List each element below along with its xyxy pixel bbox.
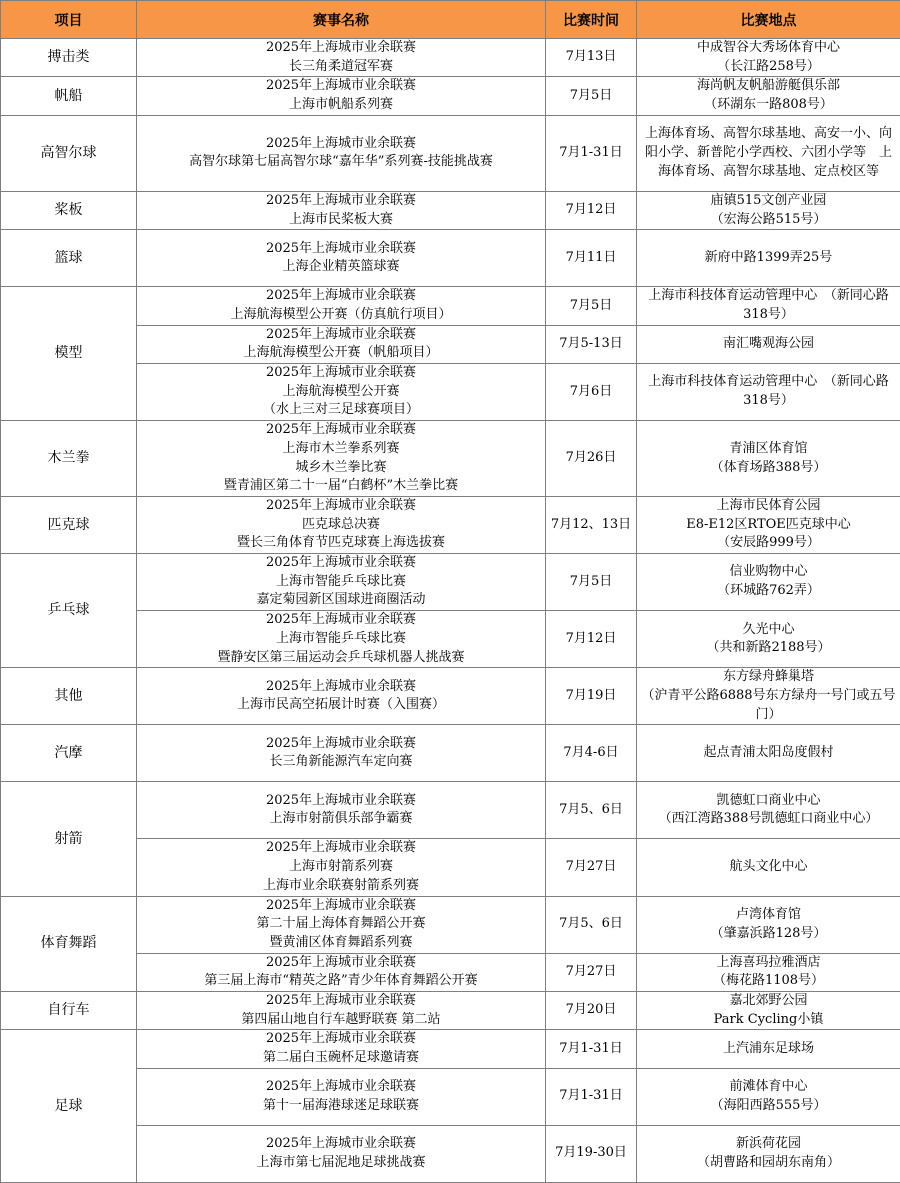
event-name-cell: 2025年上海城市业余联赛 上海市智能乒乓球比赛 暨静安区第三届运动会乒乓球机器人挑战赛 xyxy=(137,611,546,668)
event-name-cell: 2025年上海城市业余联赛 上海市射箭俱乐部争霸赛 xyxy=(137,782,546,839)
location-cell: 庙镇515文创产业园 （宏海公路515号） xyxy=(637,191,900,229)
location-cell: 上海市科技体育运动管理中心 （新同心路318号） xyxy=(637,287,900,325)
event-name-cell: 2025年上海城市业余联赛 上海航海模型公开赛（帆船项目） xyxy=(137,325,546,363)
event-name-cell: 2025年上海城市业余联赛 高智尔球第七届高智尔球“嘉年华”系列赛-技能挑战赛 xyxy=(137,115,546,191)
location-cell: 凯德虹口商业中心 （西江湾路388号凯德虹口商业中心） xyxy=(637,782,900,839)
table-row xyxy=(1,496,900,553)
time-cell: 7月19日 xyxy=(546,668,637,725)
location-cell: 新浜荷花园 （胡曹路和园胡东南角） xyxy=(637,1125,900,1182)
location-cell: 起点青浦太阳岛度假村 xyxy=(637,725,900,782)
time-cell: 7月5、6日 xyxy=(546,896,637,953)
location-cell: 新府中路1399弄25号 xyxy=(637,230,900,287)
event-name-cell: 2025年上海城市业余联赛 第三届上海市“精英之路”青少年体育舞蹈公开赛 xyxy=(137,953,546,991)
location-cell: 南汇嘴观海公园 xyxy=(637,325,900,363)
event-name-cell: 2025年上海城市业余联赛 上海航海模型公开赛 （水上三对三足球赛项目） xyxy=(137,364,546,421)
location-cell: 上海市科技体育运动管理中心 （新同心路318号） xyxy=(637,364,900,421)
time-cell: 7月12、13日 xyxy=(546,496,637,553)
location-cell: 前滩体育中心 （海阳西路555号） xyxy=(637,1068,900,1125)
time-cell: 7月20日 xyxy=(546,992,637,1030)
table-row xyxy=(1,668,900,725)
table-row xyxy=(1,1030,900,1068)
category-cell: 匹克球 xyxy=(1,496,137,553)
table-row xyxy=(1,554,900,611)
header-category: 项目 xyxy=(1,1,137,39)
time-cell: 7月19-30日 xyxy=(546,1125,637,1182)
time-cell: 7月12日 xyxy=(546,191,637,229)
table-row xyxy=(1,77,900,115)
time-cell: 7月26日 xyxy=(546,421,637,497)
location-cell: 海尚帆友帆船游艇俱乐部 （环湖东一路808号） xyxy=(637,77,900,115)
category-cell: 射箭 xyxy=(1,782,137,896)
category-cell: 帆船 xyxy=(1,77,137,115)
time-cell: 7月4-6日 xyxy=(546,725,637,782)
time-cell: 7月5-13日 xyxy=(546,325,637,363)
event-name-cell: 2025年上海城市业余联赛 第四届山地自行车越野联赛 第二站 xyxy=(137,992,546,1030)
time-cell: 7月12日 xyxy=(546,611,637,668)
time-cell: 7月1-31日 xyxy=(546,115,637,191)
category-cell: 体育舞蹈 xyxy=(1,896,137,992)
category-cell: 自行车 xyxy=(1,992,137,1030)
category-cell: 模型 xyxy=(1,287,137,421)
event-name-cell: 2025年上海城市业余联赛 第二届白玉碗杯足球邀请赛 xyxy=(137,1030,546,1068)
event-name-cell: 2025年上海城市业余联赛 上海市民高空拓展计时赛（入围赛） xyxy=(137,668,546,725)
time-cell: 7月6日 xyxy=(546,364,637,421)
header-time: 比赛时间 xyxy=(546,1,637,39)
location-cell: 东方绿舟蜂巢塔 （沪青平公路6888号东方绿舟一号门或五号门） xyxy=(637,668,900,725)
table-row xyxy=(1,992,900,1030)
time-cell: 7月5日 xyxy=(546,77,637,115)
location-cell: 航头文化中心 xyxy=(637,839,900,896)
time-cell: 7月5日 xyxy=(546,554,637,611)
event-name-cell: 2025年上海城市业余联赛 第二十届上海体育舞蹈公开赛 暨黄浦区体育舞蹈系列赛 xyxy=(137,896,546,953)
location-cell: 上海市民体育公园 E8-E12区RTOE匹克球中心 （安辰路999号） xyxy=(637,496,900,553)
header-event-name: 赛事名称 xyxy=(137,1,546,39)
table-body xyxy=(1,39,900,1183)
category-cell: 篮球 xyxy=(1,230,137,287)
category-cell: 桨板 xyxy=(1,191,137,229)
category-cell: 足球 xyxy=(1,1030,137,1182)
category-cell: 高智尔球 xyxy=(1,115,137,191)
location-cell: 卢湾体育馆 （肇嘉浜路128号） xyxy=(637,896,900,953)
location-cell: 青浦区体育馆 （体育场路388号） xyxy=(637,421,900,497)
event-name-cell: 2025年上海城市业余联赛 上海市木兰拳系列赛 城乡木兰拳比赛 暨青浦区第二十一届“白鹤杯”木兰拳比赛 xyxy=(137,421,546,497)
table-row xyxy=(1,39,900,77)
time-cell: 7月13日 xyxy=(546,39,637,77)
table-row xyxy=(1,191,900,229)
table-row xyxy=(1,421,900,497)
table-row xyxy=(1,896,900,953)
event-name-cell: 2025年上海城市业余联赛 上海企业精英篮球赛 xyxy=(137,230,546,287)
category-cell: 其他 xyxy=(1,668,137,725)
event-name-cell: 2025年上海城市业余联赛 长三角新能源汽车定向赛 xyxy=(137,725,546,782)
event-name-cell: 2025年上海城市业余联赛 上海市帆船系列赛 xyxy=(137,77,546,115)
event-name-cell: 2025年上海城市业余联赛 第十一届海港球迷足球联赛 xyxy=(137,1068,546,1125)
header-row xyxy=(1,1,900,39)
time-cell: 7月1-31日 xyxy=(546,1068,637,1125)
location-cell: 中成智谷大秀场体育中心 （长江路258号） xyxy=(637,39,900,77)
event-name-cell: 2025年上海城市业余联赛 上海市智能乒乓球比赛 嘉定菊园新区国球进商圈活动 xyxy=(137,554,546,611)
time-cell: 7月5日 xyxy=(546,287,637,325)
time-cell: 7月27日 xyxy=(546,839,637,896)
event-name-cell: 2025年上海城市业余联赛 匹克球总决赛 暨长三角体育节匹克球赛上海选拔赛 xyxy=(137,496,546,553)
location-cell: 上汽浦东足球场 xyxy=(637,1030,900,1068)
table-row xyxy=(1,230,900,287)
event-name-cell: 2025年上海城市业余联赛 上海市第七届泥地足球挑战赛 xyxy=(137,1125,546,1182)
category-cell: 木兰拳 xyxy=(1,421,137,497)
event-name-cell: 2025年上海城市业余联赛 上海航海模型公开赛（仿真航行项目） xyxy=(137,287,546,325)
category-cell: 搏击类 xyxy=(1,39,137,77)
event-name-cell: 2025年上海城市业余联赛 上海市民桨板大赛 xyxy=(137,191,546,229)
category-cell: 乒乓球 xyxy=(1,554,137,668)
location-cell: 久光中心 （共和新路2188号） xyxy=(637,611,900,668)
time-cell: 7月11日 xyxy=(546,230,637,287)
table-row xyxy=(1,725,900,782)
table-row xyxy=(1,115,900,191)
time-cell: 7月27日 xyxy=(546,953,637,991)
event-name-cell: 2025年上海城市业余联赛 长三角柔道冠军赛 xyxy=(137,39,546,77)
category-cell: 汽摩 xyxy=(1,725,137,782)
location-cell: 信业购物中心 （环城路762弄） xyxy=(637,554,900,611)
time-cell: 7月5、6日 xyxy=(546,782,637,839)
time-cell: 7月1-31日 xyxy=(546,1030,637,1068)
event-name-cell: 2025年上海城市业余联赛 上海市射箭系列赛 上海市业余联赛射箭系列赛 xyxy=(137,839,546,896)
location-cell: 嘉北郊野公园 Park Cycling小镇 xyxy=(637,992,900,1030)
table-row xyxy=(1,287,900,325)
location-cell: 上海喜玛拉雅酒店 （梅花路1108号） xyxy=(637,953,900,991)
table-row xyxy=(1,782,900,839)
header-location: 比赛地点 xyxy=(637,1,900,39)
location-cell: 上海体育场、高智尔球基地、高安一小、向阳小学、新普陀小学西校、六团小学等 上海体育场、高智尔球基地、定点校区等 xyxy=(637,115,900,191)
